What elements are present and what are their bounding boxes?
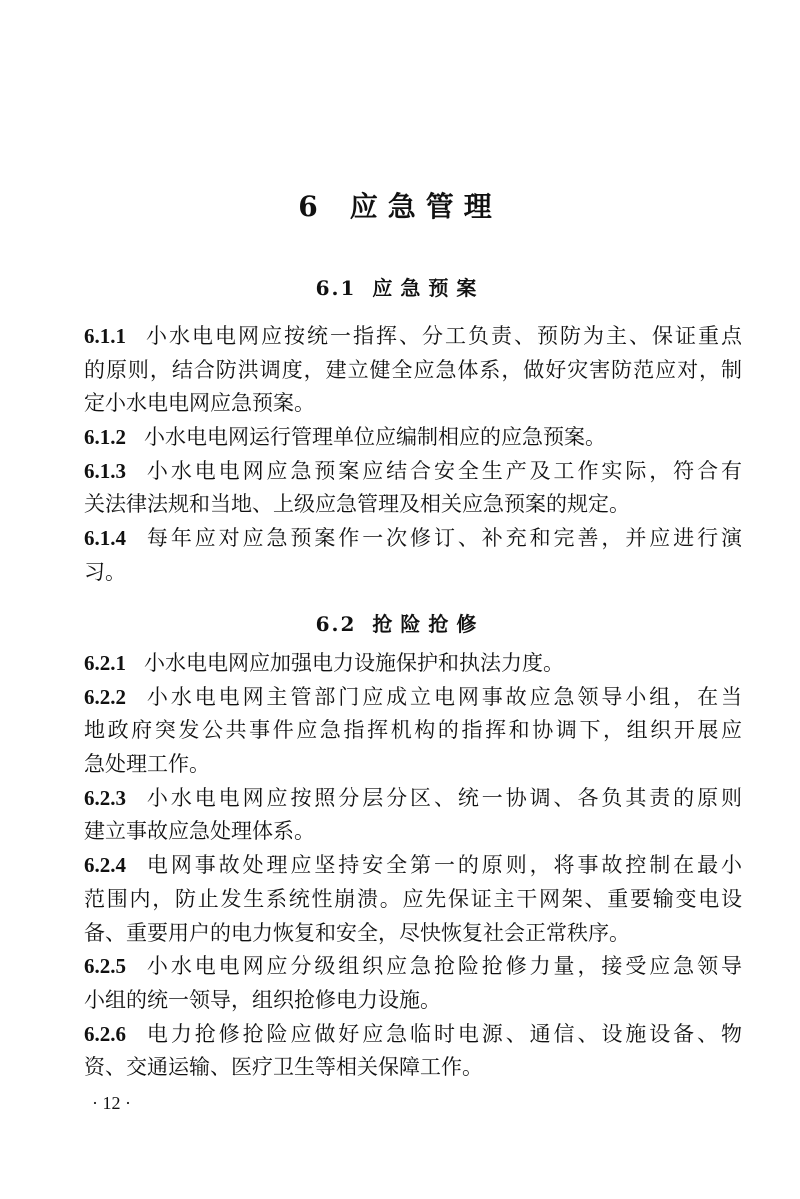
clause xyxy=(84,320,742,421)
clause xyxy=(84,455,742,522)
clause-number: 6.1.2 xyxy=(84,425,126,450)
clause-text: 小水电电网应加强电力设施保护和执法力度。 xyxy=(144,651,564,675)
clause xyxy=(84,647,742,681)
clause-text: 习。 xyxy=(84,559,126,584)
clause xyxy=(84,522,742,589)
clause-text: 的原则，结合防洪调度，建立健全应急体系，做好灾害防范应对，制 xyxy=(84,357,742,382)
clause-line xyxy=(84,1051,742,1085)
clause-text: 小水电电网应按统一指挥、分工负责、预防为主、保证重点 xyxy=(144,324,742,348)
clause xyxy=(84,1018,742,1085)
clause-text: 关法律法规和当地、上级应急管理及相关应急预案的规定。 xyxy=(84,492,630,517)
clause-text: 资、交通运输、医疗卫生等相关保障工作。 xyxy=(84,1055,483,1080)
clause-line xyxy=(84,556,742,590)
clause-number: 6.2.1 xyxy=(84,651,126,675)
clause-text: 急处理工作。 xyxy=(84,752,210,777)
clause-line xyxy=(84,647,742,681)
clause-text: 小水电电网运行管理单位应编制相应的应急预案。 xyxy=(144,425,606,450)
clause-text: 备、重要用户的电力恢复和安全，尽快恢复社会正常秩序。 xyxy=(84,920,630,945)
clause-line xyxy=(84,782,742,816)
clause-text: 地政府突发公共事件应急指挥机构的指挥和协调下，组织开展应 xyxy=(84,718,742,743)
clause xyxy=(84,681,742,782)
section-number: 6.2 xyxy=(315,612,357,636)
clause-number: 6.2.4 xyxy=(84,853,126,878)
clause-line xyxy=(84,455,742,489)
clause-text: 小水电电网应分级组织应急抢险抢修力量，接受应急领导 xyxy=(144,954,742,979)
clause xyxy=(84,849,742,950)
clause-line xyxy=(84,354,742,388)
clause-number: 6.1.1 xyxy=(84,324,126,348)
clause-number: 6.1.3 xyxy=(84,458,126,483)
clause-text: 小组的统一领导，组织抢修电力设施。 xyxy=(84,987,441,1012)
clause-text: 小水电电网应按照分层分区、统一协调、各负其责的原则 xyxy=(144,785,742,810)
clause-number: 6.2.3 xyxy=(84,785,126,810)
clause-line xyxy=(84,522,742,556)
clause-line xyxy=(84,387,742,421)
section-6-1-body xyxy=(84,320,742,590)
clause-line xyxy=(84,984,742,1018)
clause-number: 6.1.4 xyxy=(84,526,126,551)
clause-text: 定小水电电网应急预案。 xyxy=(84,391,315,416)
clause-text: 电网事故处理应坚持安全第一的原则，将事故控制在最小 xyxy=(144,853,742,878)
chapter-title-text: 应急管理 xyxy=(349,190,502,223)
section-title-6-2 xyxy=(0,608,800,637)
chapter-title xyxy=(0,185,800,225)
clause-line xyxy=(84,883,742,917)
clause-line xyxy=(84,714,742,748)
clause-line xyxy=(84,681,742,715)
clause-number: 6.2.2 xyxy=(84,684,126,709)
section-6-2-body xyxy=(84,647,742,1085)
section-title-text: 应急预案 xyxy=(372,276,485,300)
clause-text: 范围内，防止发生系统性崩溃。应先保证主干网架、重要输变电设 xyxy=(84,886,742,911)
clause-number: 6.2.5 xyxy=(84,954,126,979)
page-number: · 12 · xyxy=(92,1093,131,1113)
clause-text: 电力抢修抢险应做好应急临时电源、通信、设施设备、物 xyxy=(144,1021,742,1046)
clause-number: 6.2.6 xyxy=(84,1021,126,1046)
clause-line xyxy=(84,1018,742,1052)
clause-text: 小水电电网主管部门应成立电网事故应急领导小组，在当 xyxy=(144,684,742,709)
clause xyxy=(84,782,742,849)
clause-text: 每年应对应急预案作一次修订、补充和完善，并应进行演 xyxy=(144,526,742,551)
chapter-number: 6 xyxy=(298,190,328,223)
clause xyxy=(84,421,742,455)
clause-line xyxy=(84,748,742,782)
clause-line xyxy=(84,320,742,354)
section-number: 6.1 xyxy=(315,276,357,300)
clause-line xyxy=(84,849,742,883)
clause-line xyxy=(84,917,742,951)
section-title-6-1 xyxy=(0,272,800,301)
clause-line xyxy=(84,815,742,849)
clause-text: 小水电电网应急预案应结合安全生产及工作实际，符合有 xyxy=(144,458,742,483)
clause-line xyxy=(84,421,742,455)
clause-text: 建立事故应急处理体系。 xyxy=(84,819,315,844)
clause xyxy=(84,950,742,1017)
clause-line xyxy=(84,488,742,522)
clause-line xyxy=(84,950,742,984)
section-title-text: 抢险抢修 xyxy=(372,612,485,636)
